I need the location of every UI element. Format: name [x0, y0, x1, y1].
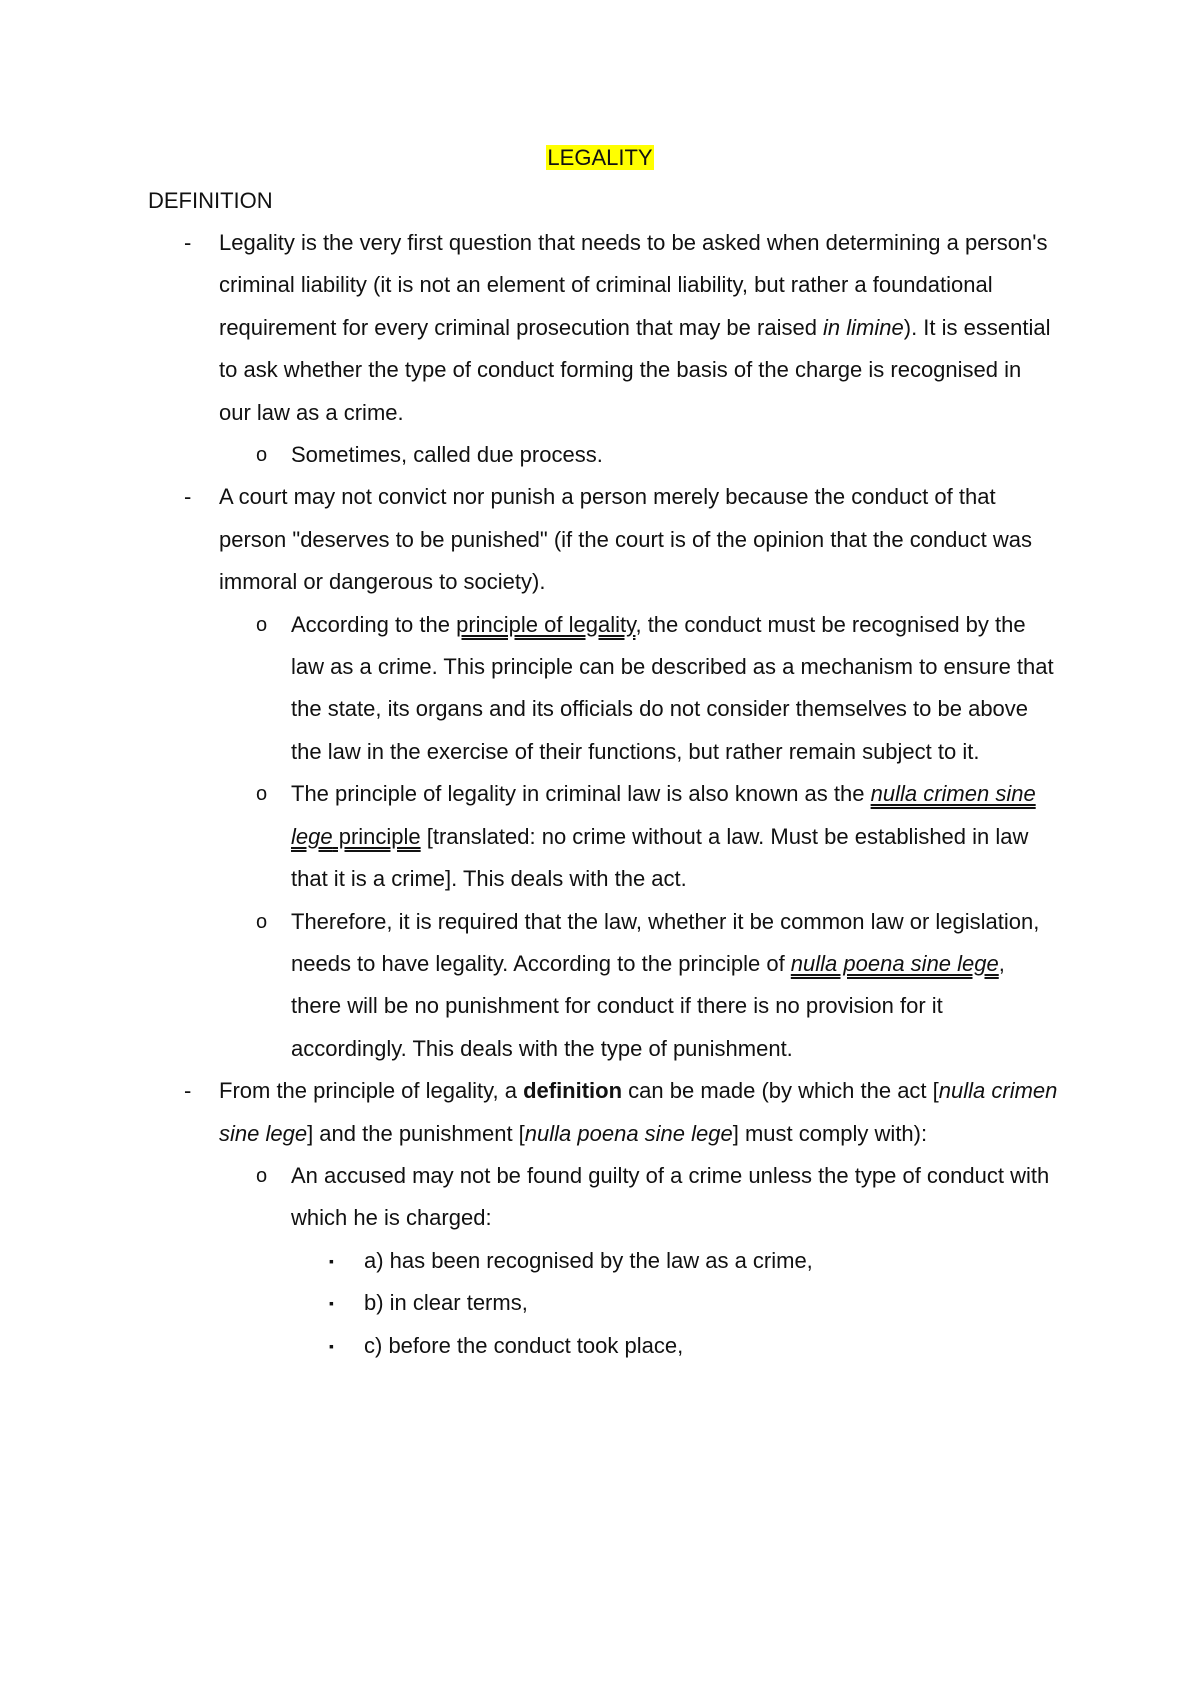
list-item: [0, 1325, 1064, 1367]
square-bullet: ▪: [329, 1295, 334, 1312]
document-title: [0, 143, 1200, 173]
text: can be made (by which the act [: [622, 1078, 939, 1104]
text: Legality is the very first question that needs to be asked when determining a person's criminal liability (it is not an element of criminal liability, but rather a foundational requirement for every criminal prosecution that may be raised: [219, 230, 1048, 340]
text: a) has been recognised by the law as a crime,: [364, 1247, 813, 1273]
underlined-term: principle: [332, 823, 421, 849]
underlined-term: principle of legality: [456, 611, 636, 637]
text: The principle of legality in criminal law is also known as the: [291, 781, 871, 807]
section-heading: DEFINITION: [148, 188, 273, 213]
text: Sometimes, called due process.: [291, 442, 603, 468]
circle-bullet: o: [256, 1164, 268, 1187]
list-item: [0, 773, 1061, 900]
dash-bullet: -: [184, 1078, 192, 1104]
list-item: [0, 1282, 1064, 1324]
text: Therefore, it is required that the law, whether it be common law or legislation, needs to have legality. According to the principle of: [291, 908, 1040, 976]
list-item: [0, 434, 1061, 476]
italic-underlined-term: nulla poena sine lege: [790, 950, 999, 976]
circle-bullet: o: [256, 613, 268, 636]
list-item: [0, 476, 1059, 603]
dash-bullet: -: [184, 230, 192, 255]
title-text: LEGALITY: [547, 145, 653, 170]
text: According to the: [291, 611, 457, 637]
bold-term: definition: [523, 1078, 623, 1104]
italic-text: nulla poena sine lege: [524, 1120, 733, 1146]
text: [translated: no crime without a law. Must be established in law that it is a crime]. This deals with the act.: [291, 823, 1029, 892]
text: b) in clear terms,: [364, 1290, 528, 1316]
text: , there will be no punishment for conduct if there is no provision for it accordingly. This deals with the type of punishment.: [291, 950, 1005, 1061]
circle-bullet: o: [256, 910, 268, 933]
italic-text: nulla crimen sine lege: [219, 1078, 1058, 1146]
italic-underlined-term: nulla crimen sine lege: [291, 781, 1036, 849]
square-bullet: ▪: [329, 1337, 334, 1354]
italic-text: in limine: [823, 314, 904, 340]
text: c) before the conduct took place,: [364, 1332, 684, 1358]
circle-bullet: o: [256, 783, 268, 806]
list-item: [0, 1155, 1061, 1240]
text: ] and the punishment [: [307, 1120, 525, 1146]
bullet-list: [0, 222, 1200, 1367]
text: , the conduct must be recognised by the law as a crime. This principle can be described as a mechanism to ensure that the state, its organs and its officials do not consider themselves to be above the law in the exercise of their functions, but rather remain subject to it.: [291, 611, 1054, 764]
text: An accused may not be found guilty of a crime unless the type of conduct with which he is charged:: [291, 1162, 1050, 1231]
list-item: [0, 604, 1061, 774]
text: From the principle of legality, a: [219, 1078, 524, 1104]
list-item: [0, 1070, 1059, 1155]
dash-bullet: -: [184, 484, 192, 510]
text: ). It is essential to ask whether the type of conduct forming the basis of the charge is recognised in our law as a crime.: [219, 314, 1051, 425]
list-item: [0, 901, 1061, 1071]
list-item: [0, 1240, 1064, 1282]
circle-bullet: o: [256, 444, 268, 467]
text: ] must comply with):: [732, 1120, 928, 1146]
list-item: [0, 222, 1059, 434]
square-bullet: ▪: [329, 1252, 334, 1269]
text: A court may not convict nor punish a person merely because the conduct of that person "deserves to be punished" (if the court is of the opinion that the conduct was immoral or dangerous to society).: [219, 484, 1033, 595]
